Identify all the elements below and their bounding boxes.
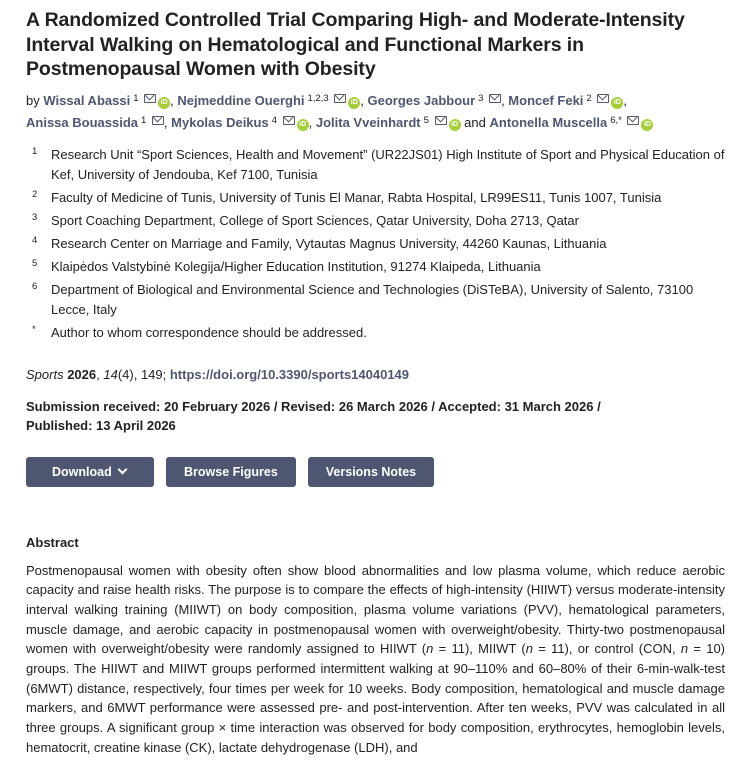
abstract-heading: Abstract bbox=[26, 534, 79, 550]
abstract-part: Postmenopausal women with obesity often show blood abnormalities and low plasma volume, which reduce aerobic capacity and raise health risks. The purpose is to compare the effects of high-intensity (HIIWT) versus moderate-intensity interval walking training (MIIWT) on body composition, plasma volume variations (PVV), hematological parameters, muscle damage, and aerobic capacity in postmenopausal women with overweight/obesity. Thirty-two postmenopausal women with overweight/obesity were randomly assigned to HIIWT ( bbox=[26, 562, 725, 657]
orcid-icon[interactable]: iD bbox=[297, 119, 309, 131]
versions-notes-button[interactable]: Versions Notes bbox=[308, 457, 434, 487]
mail-icon[interactable] bbox=[489, 94, 501, 103]
orcid-icon[interactable]: iD bbox=[641, 119, 653, 131]
affiliation-list bbox=[26, 145, 725, 343]
orcid-icon[interactable]: iD bbox=[449, 119, 461, 131]
citation-issue: (4) bbox=[117, 366, 134, 382]
abstract-part: = 10) groups. The HIIWT and MIIWT groups performed intermittent walking at 90–110% and 60–80% of their 6-min-walk-test (6MWT) distance, respectively, four times per week for 10 weeks. Body composition, hematological and muscle damage markers, and 6MWT performance were assessed pre- and post-intervention. After ten weeks, PVV was calculated in all three groups. A significant group × time interaction was observed for body composition, erythrocytes, hemoglobin levels, hematocrit, creatine kinase (CK), lactate dehydrogenase (LDH), and bbox=[26, 641, 725, 755]
n-symbol: n bbox=[680, 641, 689, 657]
browse-figures-button[interactable]: Browse Figures bbox=[166, 457, 296, 487]
author-affiliation: 3 bbox=[478, 92, 484, 104]
author-affiliation: 5 bbox=[423, 114, 429, 126]
abstract-part: = 11), MIIWT ( bbox=[433, 641, 526, 657]
n-symbol: n bbox=[426, 641, 434, 657]
mail-icon[interactable] bbox=[152, 116, 164, 125]
affiliation-number: 5 bbox=[32, 257, 38, 269]
author-affiliation: 4 bbox=[271, 114, 277, 126]
affiliation-number: 1 bbox=[32, 145, 38, 157]
affiliation-number: 3 bbox=[32, 211, 38, 223]
author-affiliation: 6,* bbox=[610, 114, 622, 126]
affiliation-number: 4 bbox=[32, 234, 38, 246]
author-name[interactable]: Wissal Abassi bbox=[43, 92, 131, 108]
author-name[interactable]: Jolita Vveinhardt bbox=[315, 114, 421, 130]
orcid-icon[interactable]: iD bbox=[611, 97, 623, 109]
and-label: and bbox=[464, 114, 486, 130]
orcid-icon[interactable]: iD bbox=[158, 97, 170, 109]
affiliation-number: * bbox=[32, 323, 36, 335]
abstract-text bbox=[26, 561, 725, 758]
affiliation-item bbox=[26, 188, 725, 208]
author-name[interactable]: Mykolas Deikus bbox=[171, 114, 269, 130]
mail-icon[interactable] bbox=[283, 116, 295, 125]
dates-line-2: Published: 13 April 2026 bbox=[26, 417, 176, 433]
author-affiliation: 1 bbox=[133, 92, 139, 104]
citation-volume: 14 bbox=[103, 366, 118, 382]
abstract-part: = 11), or control (CON, bbox=[532, 641, 681, 657]
citation-year: 2026 bbox=[67, 366, 97, 382]
affiliation-item bbox=[26, 211, 725, 231]
mail-icon[interactable] bbox=[627, 116, 639, 125]
mail-icon[interactable] bbox=[144, 94, 156, 103]
affiliation-text: Research Center on Marriage and Family, Vytautas Magnus University, 44260 Kaunas, Lithuania bbox=[51, 235, 607, 251]
n-symbol: n bbox=[525, 641, 533, 657]
affiliation-item bbox=[26, 280, 725, 320]
affiliation-text: Klaipėdos Valstybinė Kolegija/Higher Education Institution, 91274 Klaipeda, Lithuania bbox=[51, 258, 541, 274]
citation: Sports 2026, 14(4), 149; https://doi.org/10.3390/sports14040149 bbox=[26, 366, 410, 382]
author-list: by Wissal Abassi $^1$ iD , Nejmeddine Ouerghi $^{1,2,3}$ iD , Georges Jabbour $^3$ , Moncef Feki $^2$ iD , Anissa Bouassida $^1$ , Mykolas Deikus $^4$ iD , Jolita Vveinhardt $^5$ iD and Antonella Muscella $^{6,*}$ iD bbox=[26, 89, 725, 133]
affiliation-item bbox=[26, 257, 725, 277]
affiliation-item bbox=[26, 145, 725, 185]
author-name[interactable]: Nejmeddine Ouerghi bbox=[177, 92, 305, 108]
orcid-icon[interactable]: iD bbox=[348, 97, 360, 109]
author-affiliation: 1 bbox=[141, 114, 147, 126]
author-name[interactable]: Georges Jabbour bbox=[367, 92, 476, 108]
doi-link[interactable]: https://doi.org/10.3390/sports14040149 bbox=[169, 366, 410, 382]
affiliation-text: Research Unit “Sport Sciences, Health and Movement” (UR22JS01) High Institute of Sport and Physical Education of Kef, University of Jendouba, Kef 7100, Tunisia bbox=[51, 146, 725, 182]
mail-icon[interactable] bbox=[435, 116, 447, 125]
by-label: by bbox=[26, 92, 40, 108]
publication-dates bbox=[26, 397, 725, 435]
mail-icon[interactable] bbox=[597, 94, 609, 103]
mail-icon[interactable] bbox=[334, 94, 346, 103]
affiliation-number: 6 bbox=[32, 280, 38, 292]
article-title: A Randomized Controlled Trial Comparing High- and Moderate-Intensity Interval Walking on Hematological and Functional Markers in Postmenopausal Women with Obesity bbox=[26, 9, 685, 80]
author-name[interactable]: Moncef Feki bbox=[508, 92, 584, 108]
affiliation-item bbox=[26, 234, 725, 254]
dates-line-1: Submission received: 20 February 2026 / Revised: 26 March 2026 / Accepted: 31 March 2026 / bbox=[26, 398, 601, 414]
action-buttons bbox=[26, 457, 725, 487]
affiliation-text: Department of Biological and Environmental Science and Technologies (DiSTeBA), University of Salento, 73100 Lecce, Italy bbox=[51, 281, 694, 317]
affiliation-item bbox=[26, 323, 725, 343]
author-name[interactable]: Antonella Muscella bbox=[489, 114, 608, 130]
citation-article-number: , 149; bbox=[133, 366, 170, 382]
download-label: Download bbox=[52, 464, 112, 479]
affiliation-text: Faculty of Medicine of Tunis, University of Tunis El Manar, Rabta Hospital, LR99ES11, Tunis 1007, Tunisia bbox=[51, 189, 662, 205]
author-affiliation: 2 bbox=[586, 92, 592, 104]
affiliation-text: Author to whom correspondence should be addressed. bbox=[51, 324, 367, 340]
journal-name: Sports bbox=[26, 366, 64, 382]
author-name[interactable]: Anissa Bouassida bbox=[26, 114, 138, 130]
affiliation-number: 2 bbox=[32, 188, 38, 200]
affiliation-text: Sport Coaching Department, College of Sport Sciences, Qatar University, Doha 2713, Qatar bbox=[51, 212, 579, 228]
chevron-down-icon bbox=[117, 464, 127, 474]
download-button[interactable] bbox=[26, 457, 154, 487]
author-affiliation: 1,2,3 bbox=[307, 92, 329, 104]
